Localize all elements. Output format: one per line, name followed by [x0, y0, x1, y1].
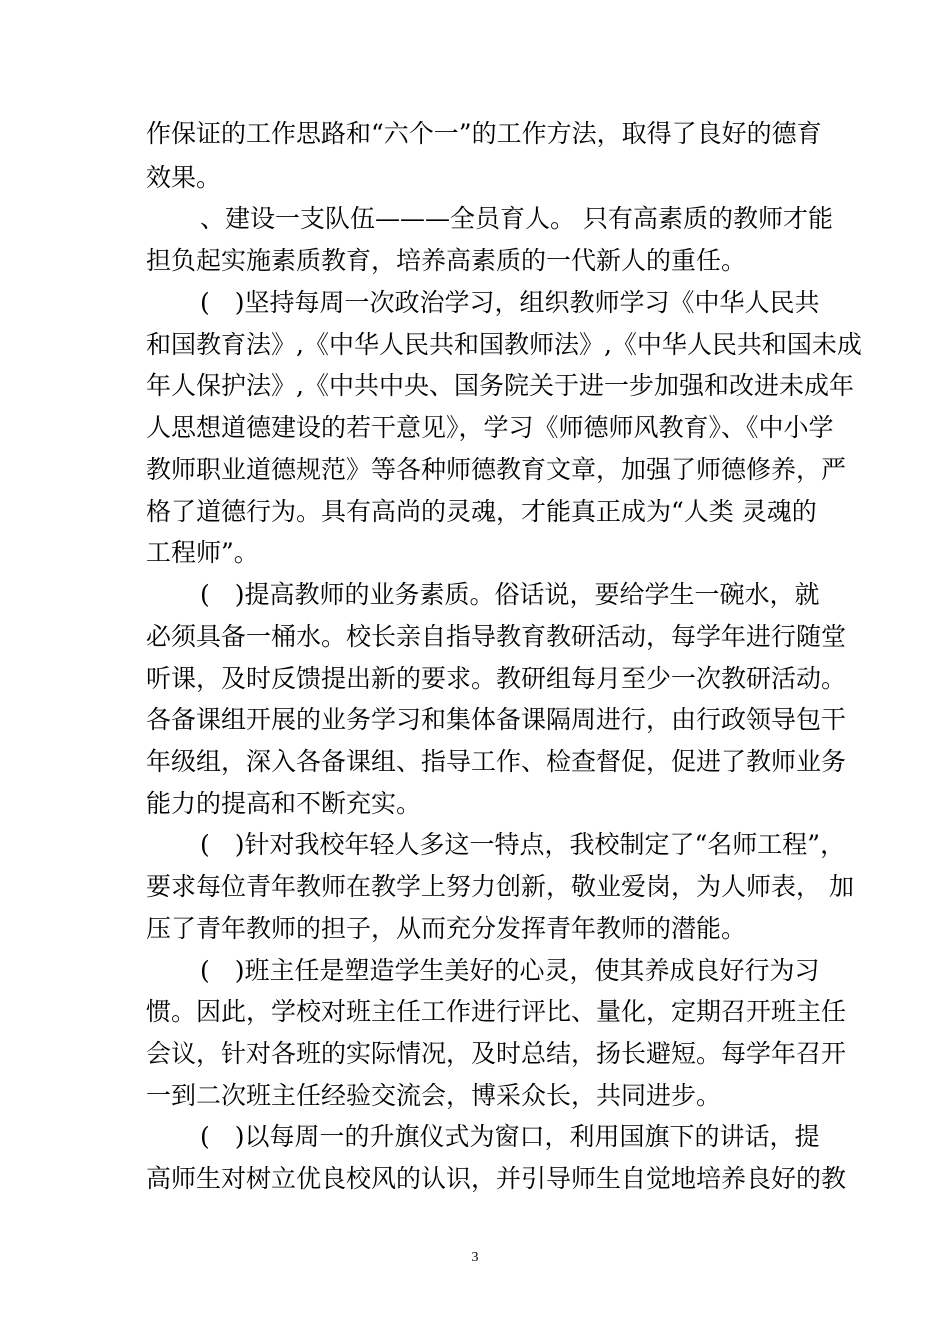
text-line: 要求每位青年教师在教学上努力创新，敬业爱岗，为人师表， 加	[146, 872, 854, 901]
text-line: 高师生对树立优良校风的认识，并引导师生自觉地培养良好的教	[146, 1164, 847, 1193]
text-line: ( )班主任是塑造学生美好的心灵，使其养成良好行为习	[200, 956, 820, 985]
text-line: 作保证的工作思路和“六个一”的工作方法，取得了良好的德育	[146, 119, 822, 148]
text-line: 效果。	[146, 163, 222, 192]
text-line: 各备课组开展的业务学习和集体备课隔周进行，由行政领导包干	[146, 705, 847, 734]
text-line: 听课，及时反馈提出新的要求。教研组每月至少一次教研活动。	[146, 664, 847, 693]
text-line: ( )坚持每周一次政治学习，组织教师学习《中华人民共	[200, 288, 820, 317]
text-line: 能力的提高和不断充实。	[146, 789, 422, 818]
text-line: 教师职业道德规范》等各种师德教育文章，加强了师德修养，严	[146, 455, 847, 484]
text-line: 担负起实施素质教育，培养高素质的一代新人的重任。	[146, 246, 747, 275]
text-line: 必须具备一桶水。校长亲自指导教育教研活动，每学年进行随堂	[146, 622, 847, 651]
text-line: 工程师”。	[146, 538, 259, 567]
text-line: 惯。因此，学校对班主任工作进行评比、量化，定期召开班主任	[146, 997, 847, 1026]
text-line: ( )提高教师的业务素质。俗话说，要给学生一碗水，就	[200, 580, 820, 609]
text-line: 会议，针对各班的实际情况，及时总结，扬长避短。每学年召开	[146, 1039, 847, 1068]
text-line: 、建设一支队伍———全员育人。 只有高素质的教师才能	[200, 204, 833, 233]
text-line: 年人保护法》,《中共中央、国务院关于进一步加强和改进未成年	[146, 371, 854, 400]
text-line: 年级组，深入各备课组、指导工作、检查督促，促进了教师业务	[146, 747, 847, 776]
text-line: 压了青年教师的担子，从而充分发挥青年教师的潜能。	[146, 914, 747, 943]
text-line: ( )针对我校年轻人多这一特点，我校制定了“名师工程”，	[200, 830, 846, 859]
text-line: 一到二次班主任经验交流会，博采众长，共同进步。	[146, 1081, 722, 1110]
text-line: ( )以每周一的升旗仪式为窗口，利用国旗下的讲话，提	[200, 1122, 820, 1151]
text-line: 人思想道德建设的若干意见》，学习《师德师风教育》、《中小学	[146, 413, 834, 442]
text-line: 格了道德行为。具有高尚的灵魂，才能真正成为“人类 灵魂的	[146, 497, 817, 526]
page-number: 3	[471, 1250, 479, 1265]
text-line: 和国教育法》,《中华人民共和国教师法》,《中华人民共和国未成	[146, 330, 862, 359]
